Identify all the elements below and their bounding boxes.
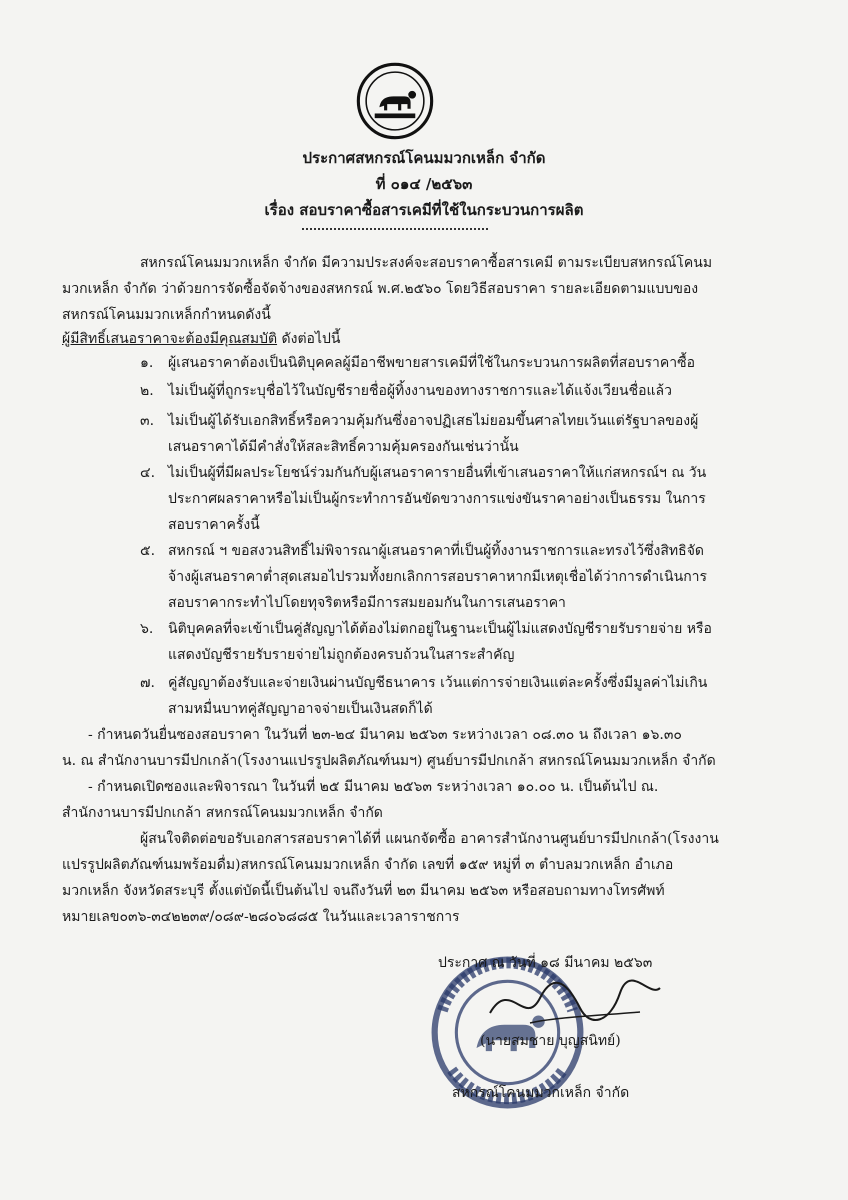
intro-line: สหกรณ์โคนมมวกเหล็ก จำกัด มีความประสงค์จะสอบราคาซื้อสารเคมี ตามระเบียบสหกรณ์โคนม [140, 255, 713, 271]
item-line: สอบราคาครั้งนี้ [168, 517, 260, 533]
signature-date: ประกาศ ณ วันที่ ๑๘ มีนาคม ๒๕๖๓ [438, 955, 653, 971]
contact-line: มวกเหล็ก จังหวัดสระบุรี ตั้งแต่บัดนี้เป็นต้นไป จนถึงวันที่ ๒๓ มีนาคม ๒๕๖๓ หรือสอบถามทางโทรศัพท์ [62, 883, 665, 899]
schedule-line: - กำหนดวันยื่นซองสอบราคา ในวันที่ ๒๓-๒๔ มีนาคม ๒๕๖๓ ระหว่างเวลา ๐๘.๓๐ น ถึงเวลา ๑๖.๓๐ [88, 727, 682, 743]
item-line: จ้างผู้เสนอราคาต่ำสุดเสมอไปรวมทั้งยกเลิกการสอบราคาหากมีเหตุเชื่อได้ว่าการดำเนินการ [168, 569, 708, 585]
qualification-heading-text: ผู้มีสิทธิ์เสนอราคาจะต้องมีคุณสมบัติ [62, 331, 278, 347]
item-line: ไม่เป็นผู้ที่มีผลประโยชน์ร่วมกันกับผู้เสนอราคารายอื่นที่เข้าเสนอราคาให้แก่สหกรณ์ฯ ณ วัน [168, 465, 707, 481]
item-number: ๓. [140, 413, 155, 429]
item-number: ๑. [140, 355, 154, 371]
item-line: เสนอราคาได้มีคำสั่งให้สละสิทธิ์ความคุ้มครองกันเช่นว่านั้น [168, 439, 519, 455]
schedule-line: สำนักงานบารมีปกเกล้า สหกรณ์โคนมมวกเหล็ก จำกัด [62, 805, 383, 821]
item-line: ประกาศผลราคาหรือไม่เป็นผู้กระทำการอันขัดขวางการแข่งขันราคาอย่างเป็นธรรม ในการ [168, 491, 706, 507]
item-line: สหกรณ์ ฯ ขอสงวนสิทธิ์ไม่พิจารณาผู้เสนอราคาที่เป็นผู้ทิ้งงานราชการและทรงไว้ซึ่งสิทธิจัด [168, 543, 704, 559]
item-number: ๔. [140, 465, 156, 481]
contact-line: แปรรูปผลิตภัณฑ์นมพร้อมดื่ม)สหกรณ์โคนมมวกเหล็ก จำกัด เลขที่ ๑๕๙ หมู่ที่ ๓ ตำบลมวกเหล็ก อำเภอ [62, 857, 674, 873]
item-line: นิติบุคคลที่จะเข้าเป็นคู่สัญญาได้ต้องไม่ตกอยู่ในฐานะเป็นผู้ไม่แสดงบัญชีรายรับรายจ่าย หรือ [168, 621, 712, 637]
item-line: ไม่เป็นผู้ได้รับเอกสิทธิ์หรือความคุ้มกันซึ่งอาจปฏิเสธไม่ยอมขึ้นศาลไทยเว้นแต่รัฐบาลของผู้ [168, 413, 699, 429]
qualification-heading [62, 328, 340, 350]
announcement-title: ประกาศสหกรณ์โคนมมวกเหล็ก จำกัด [302, 149, 546, 167]
signatory-organization: สหกรณ์โคนมมวกเหล็ก จำกัด [452, 1085, 630, 1101]
announcement-subject: เรื่อง สอบราคาซื้อสารเคมีที่ใช้ในกระบวนการผลิต [264, 201, 584, 219]
contact-line: หมายเลข๐๓๖-๓๔๒๒๓๙/๐๘๙-๒๘๐๖๘๘๕ ในวันและเวลาราชการ [62, 909, 460, 925]
item-line: แสดงบัญชีรายรับรายจ่ายไม่ถูกต้องครบถ้วนในสาระสำคัญ [168, 647, 515, 663]
cooperative-logo-icon [356, 62, 434, 140]
divider-dotted [302, 228, 488, 230]
signature-scribble-icon [470, 968, 670, 1038]
item-line: ไม่เป็นผู้ที่ถูกระบุชื่อไว้ในบัญชีรายชื่อผู้ทิ้งงานของทางราชการและได้แจ้งเวียนชื่อแล้ว [168, 383, 672, 399]
item-number: ๕. [140, 543, 156, 559]
item-line: คู่สัญญาต้องรับและจ่ายเงินผ่านบัญชีธนาคาร เว้นแต่การจ่ายเงินแต่ละครั้งซึ่งมีมูลค่าไม่เกิน [168, 675, 708, 691]
signatory-name: (นายสมชาย บุญสนิทย์) [480, 1033, 621, 1049]
schedule-line: - กำหนดเปิดซองและพิจารณา ในวันที่ ๒๕ มีนาคม ๒๕๖๓ ระหว่างเวลา ๑๐.๐๐ น. เป็นต้นไป ณ. [88, 779, 659, 795]
intro-line: มวกเหล็ก จำกัด ว่าด้วยการจัดซื้อจัดจ้างของสหกรณ์ พ.ศ.๒๕๖๐ โดยวิธีสอบราคา รายละเอียดตามแบบของ [62, 281, 699, 297]
schedule-line: น. ณ สำนักงานบารมีปกเกล้า(โรงงานแปรรูปผลิตภัณฑ์นมฯ) ศูนย์บารมีปกเกล้า สหกรณ์โคนมมวกเหล็ก จำกัด [62, 753, 716, 769]
item-number: ๒. [140, 383, 154, 399]
qualification-heading-tail: ดังต่อไปนี้ [277, 331, 341, 347]
item-number: ๗. [140, 675, 155, 691]
item-line: สอบราคากระทำไปโดยทุจริตหรือมีการสมยอมกันในการเสนอราคา [168, 595, 566, 611]
item-line: ผู้เสนอราคาต้องเป็นนิติบุคคลผู้มีอาชีพขายสารเคมีที่ใช้ในกระบวนการผลิตที่สอบราคาซื้อ [168, 355, 696, 371]
item-line: สามหมื่นบาทคู่สัญญาอาจจ่ายเป็นเงินสดก็ได้ [168, 701, 433, 717]
announcement-number: ที่ ๐๑๔ /๒๕๖๓ [375, 175, 473, 193]
contact-line: ผู้สนใจติดต่อขอรับเอกสารสอบราคาได้ที่ แผนกจัดซื้อ อาคารสำนักงานศูนย์บารมีปกเกล้า(โรงงาน [140, 831, 719, 847]
intro-line: สหกรณ์โคนมมวกเหล็กกำหนดดังนี้ [62, 307, 271, 323]
item-number: ๖. [140, 621, 154, 637]
